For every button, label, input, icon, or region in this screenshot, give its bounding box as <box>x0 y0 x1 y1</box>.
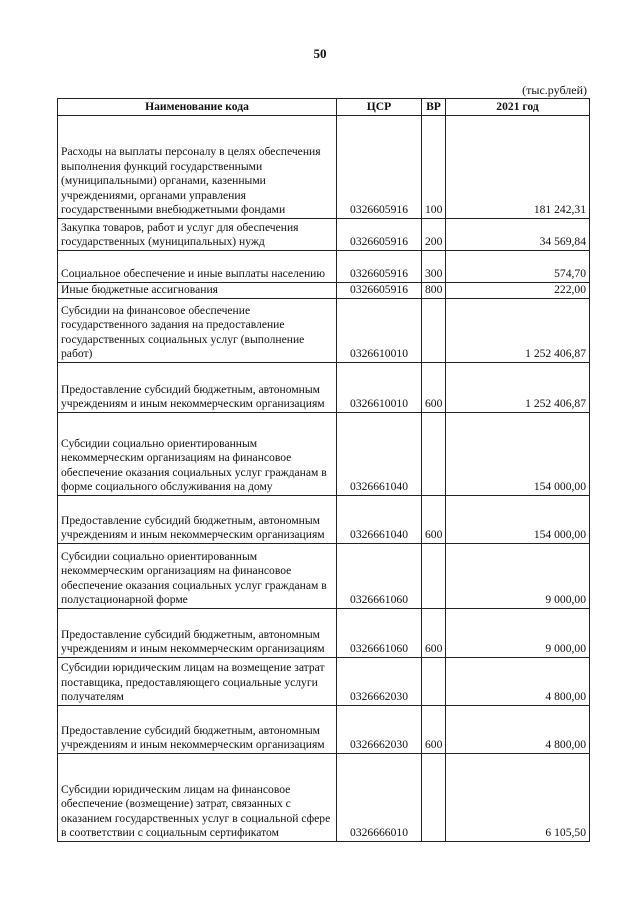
table-row <box>58 299 590 363</box>
row-vr: 800 <box>422 283 446 299</box>
table-row <box>58 609 590 658</box>
page-number: 50 <box>313 46 327 61</box>
row-csr: 0326605916 <box>337 251 422 283</box>
row-csr: 0326662030 <box>337 658 422 706</box>
row-name: Субсидии социально ориентированным некоммерческим организациям на финансовое обеспечение оказания социальных услуг гражданам в форме социального обслуживания на дому <box>58 413 337 496</box>
row-name: Субсидии социально ориентированным некоммерческим организациям на финансовое обеспечение оказания социальных услуг гражданам в полустационарной форме <box>58 544 337 609</box>
row-name: Предоставление субсидий бюджетным, автономным учреждениям и иным некоммерческим организациям <box>58 706 337 754</box>
table-row <box>58 116 590 219</box>
row-csr: 0326661060 <box>337 544 422 609</box>
header-vr: ВР <box>422 99 446 116</box>
row-vr: 300 <box>422 251 446 283</box>
row-amount: 222,00 <box>446 283 590 299</box>
header-year: 2021 год <box>446 99 590 116</box>
row-vr: 100 <box>422 116 446 219</box>
row-csr: 0326662030 <box>337 706 422 754</box>
row-vr <box>422 658 446 706</box>
row-vr: 200 <box>422 219 446 251</box>
row-csr: 0326661040 <box>337 413 422 496</box>
budget-table <box>57 98 590 842</box>
row-csr: 0326661060 <box>337 609 422 658</box>
row-amount: 1 252 406,87 <box>446 299 590 363</box>
table-row <box>58 706 590 754</box>
table-row <box>58 251 590 283</box>
row-amount: 6 105,50 <box>446 754 590 842</box>
row-name: Расходы на выплаты персоналу в целях обеспечения выполнения функций государственными (муниципальными) органами, казенными учреждениями, органами управления государственными внебюджетными фондами <box>58 116 337 219</box>
row-vr <box>422 544 446 609</box>
row-vr: 600 <box>422 363 446 413</box>
table-row <box>58 496 590 544</box>
row-vr: 600 <box>422 706 446 754</box>
row-amount: 34 569,84 <box>446 219 590 251</box>
row-name: Субсидии юридическим лицам на возмещение затрат поставщика, предоставляющего социальные услуги получателям <box>58 658 337 706</box>
table-row <box>58 658 590 706</box>
row-amount: 4 800,00 <box>446 658 590 706</box>
row-name: Предоставление субсидий бюджетным, автономным учреждениям и иным некоммерческим организациям <box>58 609 337 658</box>
table-row <box>58 363 590 413</box>
row-csr: 0326610010 <box>337 299 422 363</box>
row-name: Субсидии юридическим лицам на финансовое обеспечение (возмещение) затрат, связанных с оказанием государственных услуг в социальной сфере в соответствии с социальным сертификатом <box>58 754 337 842</box>
table-row <box>58 283 590 299</box>
row-amount: 9 000,00 <box>446 609 590 658</box>
row-amount: 154 000,00 <box>446 413 590 496</box>
table-row <box>58 413 590 496</box>
row-amount: 1 252 406,87 <box>446 363 590 413</box>
units-label: (тыс.рублей) <box>522 83 587 97</box>
row-amount: 574,70 <box>446 251 590 283</box>
row-vr: 600 <box>422 496 446 544</box>
row-csr: 0326605916 <box>337 219 422 251</box>
row-amount: 9 000,00 <box>446 544 590 609</box>
row-name: Предоставление субсидий бюджетным, автономным учреждениям и иным некоммерческим организациям <box>58 363 337 413</box>
table-header-row <box>58 99 590 116</box>
row-name: Предоставление субсидий бюджетным, автономным учреждениям и иным некоммерческим организациям <box>58 496 337 544</box>
row-csr: 0326610010 <box>337 363 422 413</box>
row-amount: 4 800,00 <box>446 706 590 754</box>
table-row <box>58 754 590 842</box>
row-vr <box>422 299 446 363</box>
row-amount: 154 000,00 <box>446 496 590 544</box>
row-vr <box>422 413 446 496</box>
row-csr: 0326666010 <box>337 754 422 842</box>
row-name: Закупка товаров, работ и услуг для обеспечения государственных (муниципальных) нужд <box>58 219 337 251</box>
row-name: Иные бюджетные ассигнования <box>58 283 337 299</box>
row-csr: 0326605916 <box>337 283 422 299</box>
row-name: Социальное обеспечение и иные выплаты населению <box>58 251 337 283</box>
header-name: Наименование кода <box>58 99 337 116</box>
table-row <box>58 544 590 609</box>
row-csr: 0326661040 <box>337 496 422 544</box>
row-csr: 0326605916 <box>337 116 422 219</box>
table-row <box>58 219 590 251</box>
header-csr: ЦСР <box>337 99 422 116</box>
row-name: Субсидии на финансовое обеспечение государственного задания на предоставление государственных социальных услуг (выполнение работ) <box>58 299 337 363</box>
row-vr <box>422 754 446 842</box>
row-vr: 600 <box>422 609 446 658</box>
row-amount: 181 242,31 <box>446 116 590 219</box>
